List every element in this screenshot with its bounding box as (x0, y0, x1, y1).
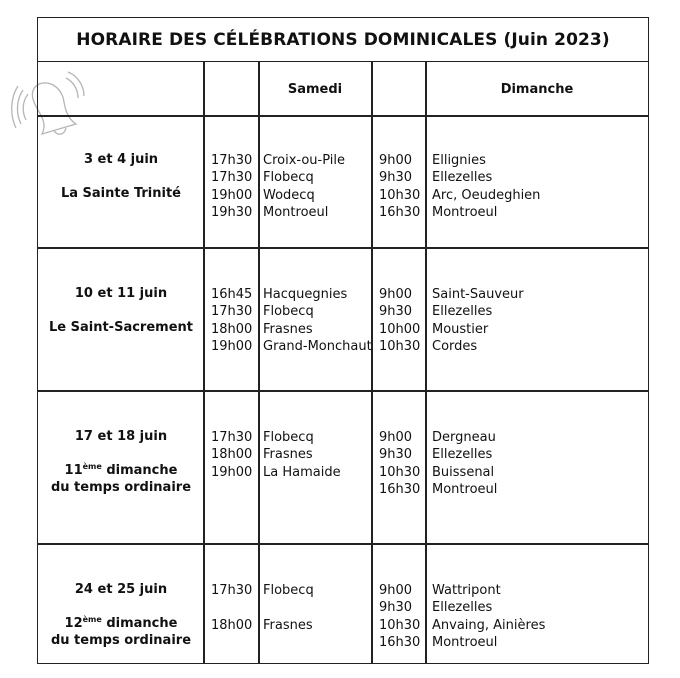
feast-name: Le Saint-Sacrement (49, 320, 193, 335)
saturday-places (263, 582, 314, 634)
feast-word: dimanche (101, 616, 178, 631)
mass-place: Flobecq (263, 583, 314, 598)
weekend-label (38, 285, 204, 336)
mass-place: Moustier (432, 321, 489, 337)
feast-name: La Sainte Trinité (60, 186, 182, 201)
sunday-places (432, 582, 545, 651)
sunday-places (432, 286, 524, 355)
mass-time: 9h00 (379, 287, 413, 302)
mass-time: 10h00 (379, 321, 421, 337)
mass-place: La Hamaide (263, 464, 341, 480)
column-divider (258, 62, 260, 664)
row-divider (38, 247, 648, 249)
sunday-times (379, 152, 420, 221)
feast-ordinal: 12 (64, 616, 83, 631)
mass-time: 19h30 (211, 204, 253, 220)
mass-place: Montroeul (432, 634, 498, 650)
mass-place: Dergneau (432, 430, 496, 445)
mass-time: 19h00 (211, 187, 253, 203)
feast-ordinal: 11 (64, 463, 83, 478)
sunday-times (379, 429, 420, 498)
sunday-places (432, 429, 497, 498)
saturday-places (263, 286, 372, 355)
mass-place: Grand-Monchaut (263, 338, 372, 354)
mass-place: Ellezelles (432, 600, 493, 616)
mass-time: 17h30 (211, 170, 253, 186)
sunday-times (379, 582, 420, 651)
mass-time: 18h00 (211, 321, 253, 337)
mass-place: Montroeul (263, 204, 329, 220)
mass-place: Saint-Sauveur (432, 287, 524, 302)
mass-place: Ellezelles (432, 304, 493, 320)
saturday-places (263, 429, 341, 481)
weekend-date: 10 et 11 juin (74, 286, 168, 301)
mass-time: 10h30 (379, 464, 421, 480)
mass-place: Frasnes (263, 447, 313, 463)
weekend-date: 3 et 4 juin (83, 152, 159, 167)
mass-place: Montroeul (432, 204, 498, 220)
mass-place: Wodecq (263, 187, 315, 203)
mass-place: Cordes (432, 338, 478, 354)
mass-time: 10h30 (379, 187, 421, 203)
weekend-label (38, 581, 204, 649)
header-sunday: Dimanche (500, 81, 574, 97)
mass-time: 16h30 (379, 204, 421, 220)
saturday-times (211, 429, 252, 481)
mass-place: Buissenal (432, 464, 495, 480)
mass-time: 17h30 (211, 430, 253, 445)
mass-place (263, 599, 314, 616)
sunday-times (379, 286, 420, 355)
page-title: HORAIRE DES CÉLÉBRATIONS DOMINICALES (Juin 2023) (38, 18, 648, 62)
header-saturday: Samedi (287, 81, 343, 97)
mass-place: Arc, Oeudeghien (432, 187, 541, 203)
mass-time: 18h00 (211, 617, 253, 633)
weekend-label (38, 428, 204, 496)
mass-time: 9h00 (379, 583, 413, 598)
mass-time: 17h30 (211, 153, 253, 168)
mass-place: Frasnes (263, 617, 313, 633)
mass-time: 17h30 (211, 304, 253, 320)
column-divider (371, 62, 373, 664)
mass-time: 9h30 (379, 600, 413, 616)
mass-time: 10h30 (379, 617, 421, 633)
feast-name (38, 615, 204, 632)
mass-place: Flobecq (263, 304, 314, 320)
mass-time: 16h30 (379, 634, 421, 650)
saturday-times (211, 582, 252, 634)
row-divider (38, 390, 648, 392)
feast-name (38, 462, 204, 479)
mass-time: 16h30 (379, 481, 421, 497)
mass-time: 19h00 (211, 464, 253, 480)
sunday-places (432, 152, 540, 221)
saturday-times (211, 286, 252, 355)
feast-ordinal-suffix: ème (82, 615, 102, 624)
mass-time: 9h30 (379, 447, 413, 463)
weekend-date: 17 et 18 juin (74, 429, 168, 444)
row-divider (38, 543, 648, 545)
feast-word: dimanche (101, 463, 178, 478)
column-divider (425, 62, 427, 664)
weekend-label (38, 151, 204, 202)
feast-season: du temps ordinaire (50, 633, 192, 648)
schedule-table (37, 17, 649, 664)
mass-time: 17h30 (211, 583, 253, 598)
mass-place: Hacquegnies (263, 287, 348, 302)
mass-place: Croix-ou-Pile (263, 153, 345, 168)
mass-place: Wattripont (432, 583, 501, 598)
mass-place: Flobecq (263, 170, 314, 186)
mass-time: 10h30 (379, 338, 421, 354)
mass-place: Anvaing, Ainières (432, 617, 546, 633)
mass-place: Ellezelles (432, 170, 493, 186)
saturday-times (211, 152, 252, 221)
saturday-places (263, 152, 345, 221)
mass-time: 9h30 (379, 304, 413, 320)
mass-time: 16h45 (211, 287, 253, 302)
mass-time: 18h00 (211, 447, 253, 463)
mass-place: Flobecq (263, 430, 314, 445)
mass-time (211, 599, 252, 616)
mass-time: 9h00 (379, 430, 413, 445)
feast-ordinal-suffix: ème (82, 462, 102, 471)
mass-place: Ellezelles (432, 447, 493, 463)
mass-time: 9h00 (379, 153, 413, 168)
mass-place: Frasnes (263, 321, 313, 337)
mass-place: Montroeul (432, 481, 498, 497)
mass-time: 9h30 (379, 170, 413, 186)
weekend-date: 24 et 25 juin (74, 582, 168, 597)
mass-time: 19h00 (211, 338, 253, 354)
feast-season: du temps ordinaire (50, 480, 192, 495)
mass-place: Ellignies (432, 153, 486, 168)
